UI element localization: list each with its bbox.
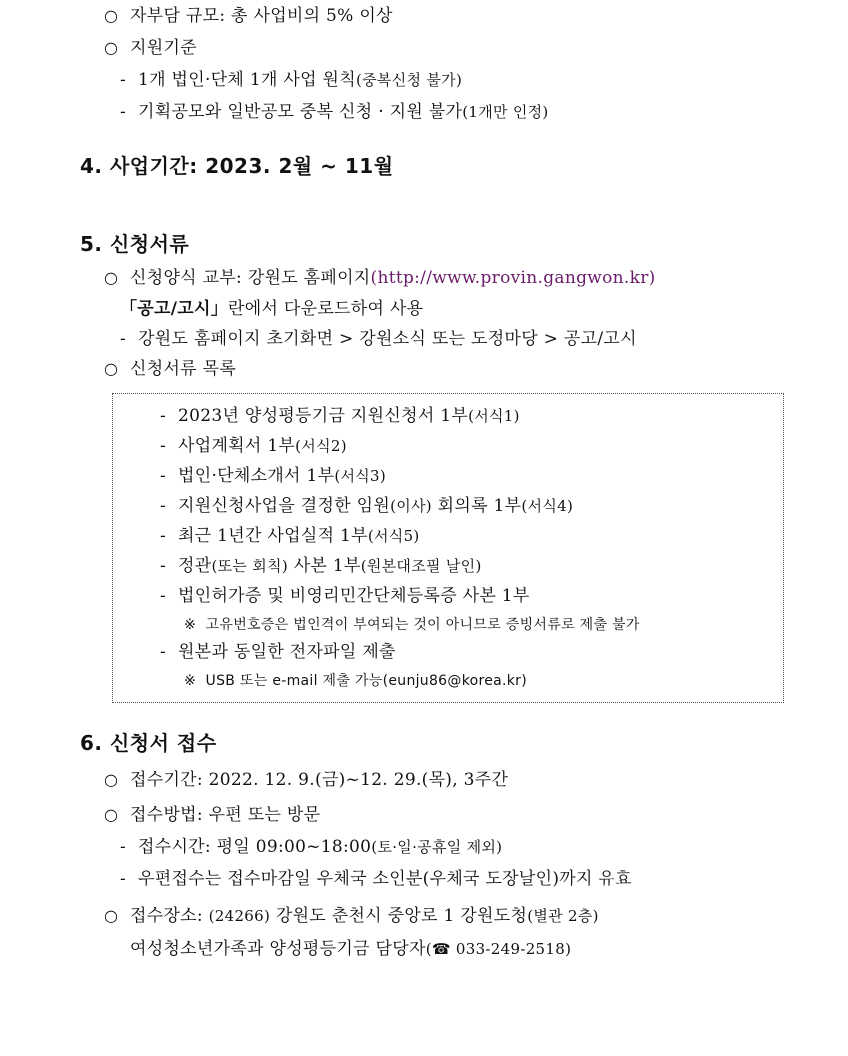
document-item-note: (원본대조필 날인): [360, 557, 482, 575]
dash-marker: -: [120, 869, 127, 889]
document-item-note: (서식1): [468, 407, 520, 425]
dash-marker: -: [160, 526, 167, 546]
dash-marker: -: [120, 837, 127, 857]
note-line: [184, 670, 527, 692]
circle-bullet-icon: ○: [104, 359, 119, 378]
document-item: [160, 435, 347, 457]
document-item-text: 최근 1년간 사업실적 1부: [178, 526, 368, 546]
contact-text: 여성청소년가족과 양성평등기금 담당자: [130, 939, 426, 959]
path-line: [120, 328, 637, 350]
dash-marker: -: [160, 556, 167, 576]
download-text: 란에서 다운로드하여 사용: [228, 299, 424, 319]
place-note: (별관 2층): [527, 907, 599, 925]
document-item-text: 법인허가증 및 비영리민간단체등록증 사본 1부: [178, 586, 530, 606]
doc-list-title-line: [104, 358, 236, 380]
dash-marker: -: [120, 102, 127, 122]
document-item-text: 정관: [178, 556, 212, 576]
place-address: 강원도 춘천시 중앙로 1 강원도청: [270, 906, 528, 926]
download-menu-name: 「공고/고시」: [120, 299, 228, 319]
circle-bullet-icon: ○: [104, 805, 119, 824]
section-5-heading: 5. 신청서류: [80, 232, 190, 256]
form-distribution-line: [104, 267, 656, 289]
document-item-text: 원본과 동일한 전자파일 제출: [178, 642, 396, 662]
mail-text: 우편접수는 접수마감일 우체국 소인분(우체국 도장날인)까지 유효: [138, 869, 632, 889]
dash-marker: -: [160, 496, 167, 516]
document-item-mid: (이사): [390, 497, 432, 515]
mail-line: [120, 868, 632, 890]
document-item-note: (서식5): [367, 527, 420, 545]
phone-icon: ☎: [431, 940, 451, 958]
dash-marker: -: [120, 329, 127, 349]
document-item-note: (서식2): [295, 437, 347, 455]
criteria-item-2: [120, 101, 549, 123]
note-1-text: 고유번호증은 법인격이 부여되는 것이 아니므로 증빙서류로 제출 불가: [205, 617, 640, 633]
circle-bullet-icon: ○: [104, 268, 119, 287]
document-item: [160, 465, 386, 487]
self-burden-line: [104, 5, 393, 27]
document-item: [160, 525, 420, 547]
document-item-text: 법인·단체소개서 1부: [178, 466, 335, 486]
hours-text: 접수시간: 평일 09:00~18:00: [138, 837, 372, 857]
method-text: 접수방법: 우편 또는 방문: [130, 805, 321, 825]
document-item-mid: (또는 회칙): [211, 557, 288, 575]
dash-marker: -: [160, 586, 167, 606]
dash-marker: -: [160, 406, 167, 426]
phone-number: 033-249-2518: [455, 940, 566, 958]
document-item: [160, 555, 482, 577]
circle-bullet-icon: ○: [104, 6, 119, 25]
place-line: [104, 905, 599, 927]
place-zip: (24266): [208, 907, 271, 925]
document-item: [160, 495, 573, 517]
document-item-text-2: 회의록 1부: [431, 496, 522, 516]
circle-bullet-icon: ○: [104, 906, 119, 925]
period-text: 접수기간: 2022. 12. 9.(금)~12. 29.(목), 3주간: [130, 770, 509, 790]
section-6-heading: 6. 신청서 접수: [80, 731, 217, 755]
document-item: [160, 641, 396, 663]
contact-line: 여성청소년가족과 양성평등기금 담당자(☎ 033-249-2518): [130, 939, 572, 959]
dash-marker: -: [160, 436, 167, 456]
download-line: [120, 298, 423, 320]
dash-marker: -: [160, 642, 167, 662]
document-item-text-2: 사본 1부: [288, 556, 361, 576]
doc-list-title: 신청서류 목록: [130, 359, 237, 379]
criteria-2-text: 기획공모와 일반공모 중복 신청 · 지원 불가: [138, 102, 463, 122]
criteria-2-note: (1개만 인정): [462, 103, 549, 121]
document-item-note: (서식4): [521, 497, 574, 515]
path-text: 강원도 홈페이지 초기화면 > 강원소식 또는 도정마당 > 공고/고시: [138, 329, 637, 349]
document-item-text: 사업계획서 1부: [178, 436, 296, 456]
circle-bullet-icon: ○: [104, 38, 119, 57]
note-line: [184, 614, 640, 636]
circle-bullet-icon: ○: [104, 770, 119, 789]
criteria-1-text: 1개 법인·단체 1개 사업 원칙: [138, 70, 356, 90]
section-4-heading: 4. 사업기간: 2023. 2월 ~ 11월: [80, 154, 394, 178]
document-item-text: 지원신청사업을 결정한 임원: [178, 496, 391, 516]
self-burden-text: 자부담 규모: 총 사업비의 5% 이상: [130, 6, 393, 26]
reference-mark-icon: ※: [184, 673, 197, 689]
place-label: 접수장소:: [130, 906, 209, 926]
hours-note: (토·일·공휴일 제외): [371, 838, 503, 856]
document-item: [160, 405, 520, 427]
document-item-note: (서식3): [334, 467, 387, 485]
method-line: [104, 804, 320, 826]
criteria-title: 지원기준: [130, 38, 197, 58]
hours-line: [120, 836, 502, 858]
criteria-title-line: [104, 37, 197, 59]
reference-mark-icon: ※: [184, 617, 197, 633]
form-label: 신청양식 교부: 강원도 홈페이지: [130, 268, 371, 288]
document-item-text: 2023년 양성평등기금 지원신청서 1부: [178, 406, 469, 426]
note-2-text: USB 또는 e-mail 제출 가능(eunju86@korea.kr): [205, 673, 527, 689]
period-line: [104, 769, 508, 791]
document-item: [160, 585, 530, 607]
homepage-link[interactable]: (http://www.provin.gangwon.kr): [370, 268, 656, 288]
criteria-item-1: [120, 69, 462, 91]
criteria-1-note: (중복신청 불가): [355, 71, 463, 89]
dash-marker: -: [120, 70, 127, 90]
dash-marker: -: [160, 466, 167, 486]
